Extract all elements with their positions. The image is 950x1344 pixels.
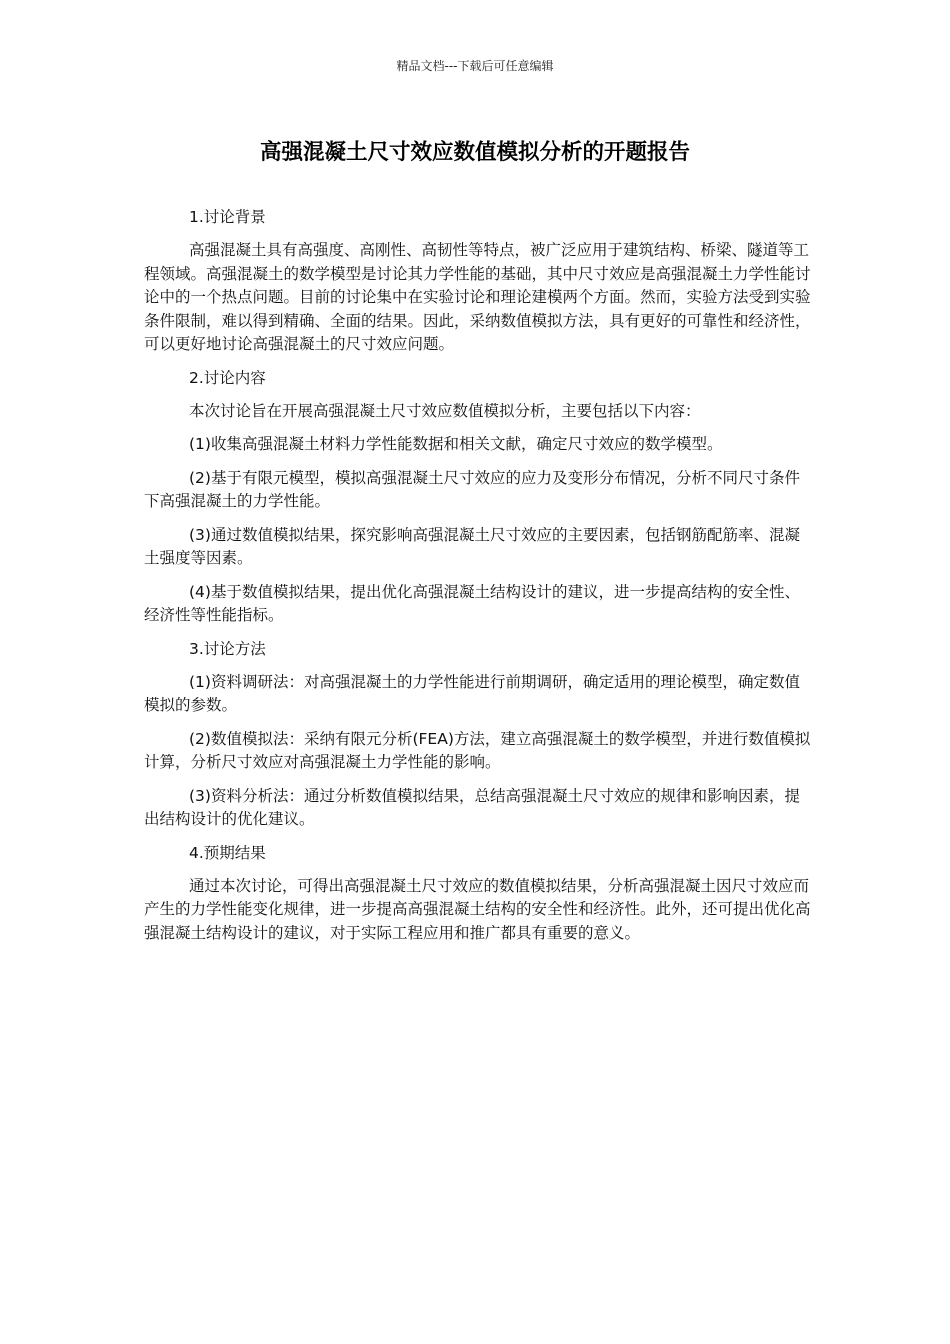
- section-heading: 2.讨论内容: [189, 368, 266, 387]
- paragraph: (4)基于数值模拟结果，提出优化高强混凝土结构设计的建议，进一步提高结构的安全性、经济性等性能指标。: [144, 582, 800, 624]
- paragraph: 本次讨论旨在开展高强混凝土尺寸效应数值模拟分析，主要包括以下内容：: [189, 401, 701, 420]
- paragraph: (2)数值模拟法：采纳有限元分析(FEA)方法，建立高强混凝土的数学模型，并进行数值模拟计算，分析尺寸效应对高强混凝土力学性能的影响。: [144, 729, 811, 771]
- document-body: [144, 206, 812, 955]
- paragraph: (3)资料分析法：通过分析数值模拟结果，总结高强混凝土尺寸效应的规律和影响因素，提出结构设计的优化建议。: [144, 786, 800, 828]
- paragraph: (3)通过数值模拟结果，探究影响高强混凝土尺寸效应的主要因素，包括钢筋配筋率、混凝土强度等因素。: [144, 525, 800, 567]
- section-heading: 1.讨论背景: [189, 208, 266, 226]
- section-expected-results: [144, 842, 812, 946]
- section-heading: 3.讨论方法: [189, 639, 266, 658]
- paragraph: 高强混凝土具有高强度、高刚性、高韧性等特点，被广泛应用于建筑结构、桥梁、隧道等工程领域。高强混凝土的数学模型是讨论其力学性能的基础，其中尺寸效应是高强混凝土力学性能讨论中的一个热点问题。目前的讨论集中在实验讨论和理论建模两个方面。然而，实验方法受到实验条件限制，难以得到精确、全面的结果。因此，采纳数值模拟方法，具有更好的可靠性和经济性，可以更好地讨论高强混凝土的尺寸效应问题。: [144, 241, 811, 353]
- paragraph: (1)收集高强混凝土材料力学性能数据和相关文献，确定尺寸效应的数学模型。: [189, 435, 723, 453]
- document-title: 高强混凝土尺寸效应数值模拟分析的开题报告: [259, 140, 690, 165]
- section-methods: [144, 638, 812, 832]
- header-note: 精品文档---下载后可任意编辑: [396, 59, 554, 73]
- paragraph: (2)基于有限元模型，模拟高强混凝土尺寸效应的应力及变形分布情况，分析不同尺寸条件下高强混凝土的力学性能。: [144, 468, 800, 510]
- paragraph: (1)资料调研法：对高强混凝土的力学性能进行前期调研，确定适用的理论模型，确定数值模拟的参数。: [144, 672, 800, 714]
- paragraph: 通过本次讨论，可得出高强混凝土尺寸效应的数值模拟结果，分析高强混凝土因尺寸效应而产生的力学性能变化规律，进一步提高高强混凝土结构的安全性和经济性。此外，还可提出优化高强混凝土结构设计的建议，对于实际工程应用和推广都具有重要的意义。: [144, 876, 811, 942]
- section-background: [144, 206, 812, 357]
- section-heading: 4.预期结果: [189, 843, 266, 862]
- section-content: [144, 367, 812, 628]
